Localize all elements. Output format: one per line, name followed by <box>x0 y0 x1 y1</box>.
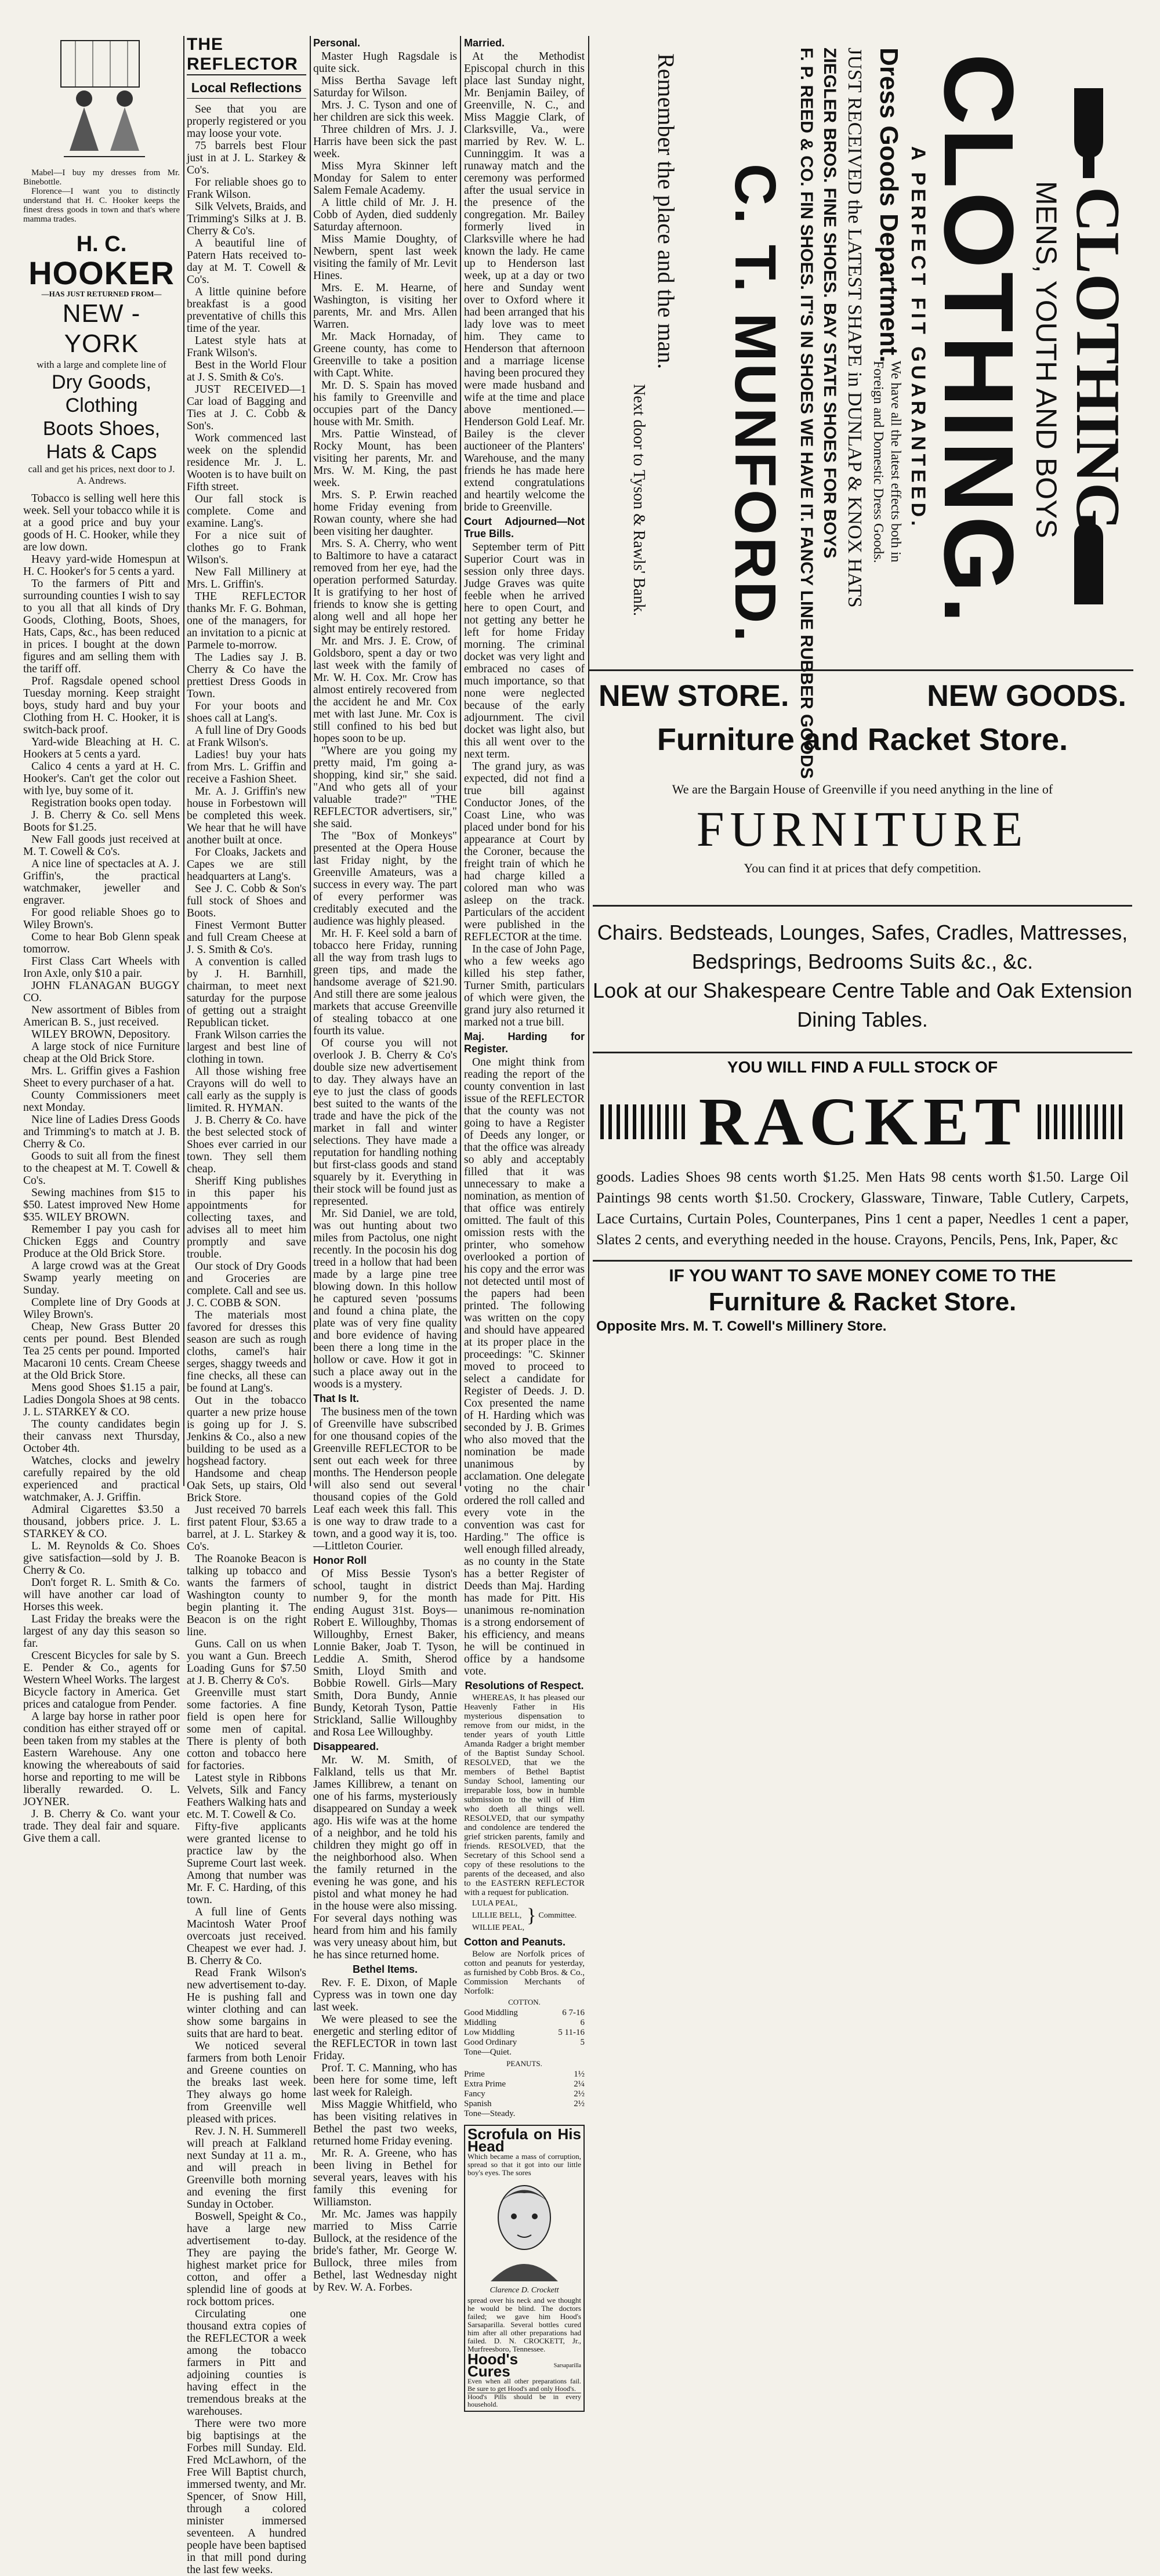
local-item: Work commenced last week on the splendid residence Mr. J. L. Wooten is to have built on Fifth street. <box>187 432 306 493</box>
harding-text: One might think from reading the report of the county convention in last issue of the REFLECTOR that the county was not going to have a Register of Deeds any longer, or that the office was already so ably and acceptably filled that it was unnecessary to make a nomination, as mention of that office was entirely omitted. The fault of this omission rests with the printer, who somehow overlooked a portion of his copy and the error was not detected until most of the papers had been printed. The following was written on the copy and should have appeared at its proper place in the proceedings: "C. Skinner moved to proceed to select a candidate for Register of Deeds. J. D. Cox presented the name of H. Harding which was seconded by J. B. Grimes who also moved that the nomination be made unanimous by acclamation. One delegate voting no the chair ordered the roll called and every vote in the convention was cast for Harding." The office is well enough filled already, as no county in the State has a better Register of Deeds than Maj. Harding has made for Pitt. His unanimous re-nomination is a strong endorsement of his efficiency, and means he will be continued in office by a handsome vote. <box>464 1056 585 1678</box>
personal-item: Mr. Mack Hornaday, of Greene county, has come to Greenville to take a position with Capt. White. <box>313 331 457 379</box>
heading-married: Married. <box>464 37 505 49</box>
tables-line: Look at our Shakespeare Centre Table and Oak Extension Dining Tables. <box>593 979 1132 1031</box>
hoods-pills: Hood's Pills should be in every household. <box>467 2393 581 2408</box>
personal-item: Mrs. Pattie Winstead, of Rocky Mount, has been visiting her parents, Mr. and Mrs. W. M. King, the past week. <box>313 428 457 489</box>
local-item: Read Frank Wilson's new advertisement to-day. He is pushing fall and winter clothing and can show some bargains in suits that are hard to beat. <box>187 1967 306 2040</box>
local-item: A full line of Gents Macintosh Water Proof overcoats just received. Cheapest we ever had. J. B. Cherry & Co. <box>187 1906 306 1967</box>
shop-girls-illustration <box>29 35 174 168</box>
price-label: Good Ordinary <box>464 2038 517 2047</box>
scrofula-body: spread over his neck and we thought he would be blind. The doctors failed; we gave him Hood's Sarsaparilla. Several bottles cured him after all other preparations had failed. D. N. CROCKETT, Jr., Murfreesboro, Tennessee. <box>467 2296 581 2353</box>
prices-line: You can find it at prices that defy competition. <box>744 861 981 875</box>
price-row <box>464 2079 585 2089</box>
new-store: NEW STORE. <box>599 679 789 713</box>
save-money-line: IF YOU WANT TO SAVE MONEY COME TO THE <box>669 1266 1056 1285</box>
local-item: Nice line of Ladies Dress Goods and Trimming's to match at J. B. Cherry & Co. <box>23 1114 180 1150</box>
price-label: Middling <box>464 2018 496 2027</box>
racket-ad <box>593 673 1132 1497</box>
local-item: A beautiful line of Patern Hats received to-day at M. T. Cowell & Co's. <box>187 237 306 286</box>
racket-headline: RACKET <box>698 1084 1027 1160</box>
opposite-line: Opposite Mrs. M. T. Cowell's Millinery Store. <box>596 1318 887 1334</box>
committee-member: LILLIE BELL, <box>472 1911 522 1920</box>
local-item: WILEY BROWN, Depository. <box>31 1028 171 1041</box>
local-item: JOHN FLANAGAN BUGGY CO. <box>23 980 180 1004</box>
store-name: Furniture and Racket Store. <box>657 722 1068 757</box>
local-item: Best in the World Flour at J. S. Smith & Co's. <box>187 359 306 383</box>
price-value: 6 7-16 <box>562 2008 585 2017</box>
personal-item: Mr. Sid Daniel, we are told, was out hunting about two miles from Pactolus, one night recently. In the pocosin his dog treed in a hollow that had been made by a large pine tree blowing down. In this hollow he captured seven 'possums and found a china plate, the plate was of very fine quality and bore evidence of having been there a long time in the hollow or cave. How it got in such a place away out in the woods is a mystery. <box>313 1208 457 1390</box>
new-store-row <box>593 673 1132 719</box>
committee-block: LULA PEAL, LILLIE BELL, WILLIE PEAL, } Committee. <box>464 1897 585 1934</box>
headline-clothing: CLOTHING <box>1063 187 1132 532</box>
local-item: See that you are properly registered or you may loose your vote. <box>187 103 306 140</box>
local-item: Just received 70 barrels first patent Flour, $3.65 a barrel, at J. L. Starkey & Co's. <box>187 1504 306 1553</box>
local-item: Watches, clocks and jewelry carefully repaired by the old experienced and practical watchmaker, A. J. Griffin. <box>23 1455 180 1503</box>
personal-item: The "Box of Monkeys" presented at the Opera House last Friday night, by the Greenville Amateurs, was a success in every way. The part of every performer was creditably executed and the audience was highly pleased. <box>313 830 457 927</box>
scrofula-sub: Which became a mass of corruption, spread so that it got into our little boy's eyes. The sores <box>467 2152 581 2177</box>
local-item: Prof. Ragsdale opened school Tuesday morning. Keep straight boys, study hard and buy your Clothing from H. C. Hooker, it is switch-back proof. <box>23 675 180 736</box>
local-item: Mens good Shoes $1.15 a pair, Ladies Dongola Shoes at 98 cents. J. L. STARKEY & CO. <box>23 1382 180 1418</box>
price-label: Low Middling <box>464 2028 515 2037</box>
local-item: Mrs. L. Griffin gives a Fashion Sheet to every purchaser of a hat. <box>23 1065 180 1089</box>
price-row <box>464 2089 585 2099</box>
local-item: Boswell, Speight & Co., have a large new advertisement to-day. They are paying the highest market price for cotton, and offer a splendid line of goods at rock bottom prices. <box>187 2211 306 2308</box>
heading-honor-roll: Honor Roll <box>313 1555 367 1566</box>
local-item: The Ladies say J. B. Cherry & Co have the prettiest Dress Goods in Town. <box>187 651 306 700</box>
chairs-list: Chairs. Bedsteads, Lounges, Safes, Cradles, Mattresses, Bedsprings, Bedrooms Suits &c., &c. <box>597 921 1128 973</box>
mens-youth-boys: MENS, YOUTH AND BOYS <box>1030 181 1063 538</box>
bethel-item: Miss Maggie Whitfield, who has been visiting relatives in Bethel the past two weeks, returned home Friday evening. <box>313 2099 457 2147</box>
local-item: J. B. Cherry & Co. sell Mens Boots for $1.25. <box>23 809 180 834</box>
price-row <box>464 2048 585 2057</box>
column-hooker <box>23 35 180 1845</box>
local-item: The county candidates begin their canvass next Thursday, October 4th. <box>23 1418 180 1455</box>
dress-goods-desc2: Foreign and Domestic Dress Goods. <box>871 361 886 563</box>
local-item: Greenville must start some factories. A fine field is open here for some men of capital. There is plenty of both cotton and tobacco here for factories. <box>187 1687 306 1772</box>
disappeared-text: Mr. W. M. Smith, of Falkland, tells us that Mr. James Killibrew, a tenant on one of his farms, mysteriously disappeared on Sunday a week ago. His wife was at the home of a neighbor, and he told his children they might go off in the neighborhood also. When the family returned in the evening he was gone, and his pistol and what money he had in the house were also missing. For several days nothing was heard from him and his family was very uneasy about him, but he has since returned home. <box>313 1754 457 1961</box>
price-label: Good Middling <box>464 2008 518 2017</box>
headline-clothing-large: CLOTHING. <box>923 53 1034 627</box>
court-item: September term of Pitt Superior Court was in session only three days. Judge Graves was quite feeble when he arrived here to open Court, and not getting any better he left for home Friday morning. The criminal docket was very light and embraced no cases of much importance, so that none were neglected because of the early adjournment. The civil docket was light also, but this all went over to the next term. <box>464 541 585 760</box>
line-intro: with a large and complete line of <box>37 359 166 370</box>
cotton-table <box>464 2008 585 2057</box>
dress-goods-desc: We have all the latest effects both in <box>888 361 903 563</box>
heading-bethel: Bethel Items. <box>352 1963 418 1975</box>
local-item: A nice line of spectacles at A. J. Griffin's, the practical watchmaker, jeweller and engraver. <box>23 858 180 907</box>
local-item: Mr. A. J. Griffin's new house in Forbestown will be completed this week. We hear that he will have another built at once. <box>187 785 306 846</box>
local-item: A large bay horse in rather poor condition has either strayed off or been taken from my stables at the Eastern Warehouse. Any one knowing the whereabouts of said horse and reporting to me will be liberally rewarded. O. L. JOYNER. <box>23 1711 180 1808</box>
brand-initials: H. C. <box>76 232 127 256</box>
local-item: Rev. J. N. H. Summerell will preach at Falkland next Sunday at 11 a. m., and will preach in Greenville both morning and evening the first Sunday in October. <box>187 2125 306 2211</box>
column-rule <box>183 36 184 1486</box>
local-item: Our fall stock is complete. Come and examine. Lang's. <box>187 493 306 530</box>
court-item: The grand jury, as was expected, did not find a true bill against Conductor Jones, of the Coast Line, who was placed under bond for his appearance at Court by the Coroner, because the freight train of which he had charge killed a colored man who was asleep on the track. Particulars of the accident were published in the REFLECTOR at the time. <box>464 760 585 943</box>
local-item: For a nice suit of clothes go to Frank Wilson's. <box>187 530 306 566</box>
col2-locals <box>187 103 306 2576</box>
local-item: For reliable shoes go to Frank Wilson. <box>187 176 306 201</box>
local-item: Goods to suit all from the finest to the cheapest at M. T. Cowell & Co's. <box>23 1150 180 1187</box>
local-item: New assortment of Bibles from American B. S., just received. <box>23 1004 180 1028</box>
local-item: The Roanoke Beacon is talking up tobacco and wants the farmers of Washington county to begin planting it. The Beacon is on the right line. <box>187 1553 306 1638</box>
column-married <box>464 35 585 2408</box>
local-item: A convention is called by J. H. Barnhill, chairman, to meet next saturday for the purpose of getting out a straight Republican ticket. <box>187 956 306 1029</box>
price-value: 6 <box>580 2018 585 2027</box>
personal-item: Mr. D. S. Spain has moved his family to Greenville and occupies part of the Dancy house with Mr. Smith. <box>313 379 457 428</box>
price-value: 2½ <box>574 2099 585 2108</box>
goods-boots: Boots Shoes, <box>42 418 161 440</box>
ad-divider <box>588 669 1133 671</box>
local-item: Tobacco is selling well here this week. Sell your tobacco while it is at a good price and buy your goods of H. C. Hooker, while they are low down. <box>23 492 180 553</box>
price-row <box>464 2070 585 2079</box>
local-item: 75 barrels best Flour just in at J. L. Starkey & Co's. <box>187 140 306 176</box>
local-item: Last Friday the breaks were the largest of any day this season so far. <box>23 1613 180 1650</box>
local-item: Fifty-five applicants were granted license to practice law by the Supreme Court last week. Among that number was Mr. F. C. Harding, of this town. <box>187 1821 306 1906</box>
divider <box>593 1052 1132 1053</box>
local-item: Handsome and cheap Oak Sets, up stairs, Old Brick Store. <box>187 1468 306 1504</box>
price-row <box>464 2008 585 2018</box>
full-stock-line: YOU WILL FIND A FULL STOCK OF <box>727 1058 998 1076</box>
price-row <box>464 2028 585 2038</box>
heading-harding: Maj. Harding for Register. <box>464 1031 585 1055</box>
heading-personal: Personal. <box>313 37 361 49</box>
local-item: J. B. Cherry & Co. have the best selected stock of Shoes ever carried in our town. They sell them cheap. <box>187 1114 306 1175</box>
remember-line: Remember the place and the man. <box>653 53 679 369</box>
caption-florence: Florence—I want you to distinctly understand that H. C. Hooker keeps the finest dress goods in town and that's where mamma trades. <box>23 187 180 224</box>
city-new-york: NEW - YORK <box>62 299 141 358</box>
peanuts-table <box>464 2070 585 2119</box>
court-text <box>464 541 585 1028</box>
scrofula-heading: Scrofula on His Head <box>467 2125 581 2155</box>
column-rule <box>588 36 589 1486</box>
column-rule <box>460 36 461 1486</box>
local-item: A large crowd was at the Great Swamp yearly meeting on Sunday. <box>23 1260 180 1296</box>
price-row <box>464 2018 585 2028</box>
local-item: For your boots and shoes call at Lang's. <box>187 700 306 724</box>
goods-hats: Hats & Caps <box>46 441 157 463</box>
heading-resolutions: Resolutions of Respect. <box>465 1680 584 1691</box>
price-label: Extra Prime <box>464 2079 506 2089</box>
local-item: Registration books open today. <box>31 797 172 809</box>
boy-caption: Clarence D. Crockett <box>490 2286 559 2295</box>
local-item: THE REFLECTOR thanks Mr. F. G. Bohman, one of the managers, for an invitation to a picnic at Parmele to-morrow. <box>187 590 306 651</box>
committee-label: Committee. <box>538 1911 577 1920</box>
cotton-intro: Below are Norfolk prices of cotton and peanuts for yesterday, as furnished by Cobb Bros. & Co., Commission Merchants of Norfolk: <box>464 1950 585 1996</box>
divider <box>593 905 1132 907</box>
court-item: In the case of John Page, who a few weeks ago killed his step father, Turner Smith, particulars of which were given, the grand jury also returned it marked not a true bill. <box>464 943 585 1028</box>
price-value: 5 11-16 <box>558 2028 585 2037</box>
section-title: Local Reflections <box>187 80 306 99</box>
local-item: A large stock of nice Furniture cheap at the Old Brick Store. <box>23 1041 180 1065</box>
local-item: L. M. Reynolds & Co. Shoes give satisfaction—sold by J. B. Cherry & Co. <box>23 1540 180 1577</box>
committee-member: LULA PEAL, <box>472 1899 518 1908</box>
personal-item: Miss Myra Skinner left Monday for Salem to enter Salem Female Academy. <box>313 160 457 197</box>
personal-item: Mrs. S. P. Erwin reached home Friday evening from Rowan county, where she had been visiting her daughter. <box>313 489 457 538</box>
goods-dry: Dry Goods, <box>52 371 151 393</box>
personal-item: Mrs. J. C. Tyson and one of her children are sick this week. <box>313 99 457 124</box>
local-item: New Fall Millinery at Mrs. L. Griffin's. <box>187 566 306 590</box>
local-item: Come to hear Bob Glenn speak tomorrow. <box>23 931 180 955</box>
bethel-item: Rev. F. E. Dixon, of Maple Cypress was in town one day last week. <box>313 1977 457 2013</box>
personal-item: Three children of Mrs. J. J. Harris have been sick the past week. <box>313 124 457 160</box>
price-row <box>464 2099 585 2109</box>
heading-cotton: Cotton and Peanuts. <box>464 1936 566 1948</box>
local-item: JUST RECEIVED—1 Car load of Bagging and Ties at J. C. Cobb & Son's. <box>187 383 306 432</box>
divider <box>593 1260 1132 1262</box>
local-item: Latest style hats at Frank Wilson's. <box>187 335 306 359</box>
local-item: Latest style in Ribbons Velvets, Silk and Fancy Feathers Walking hats and etc. M. T. Cowell & Co. <box>187 1772 306 1821</box>
bethel-item: Mr. R. A. Greene, who has been living in Bethel for several years, leaves with his family this evening for Williamston. <box>313 2147 457 2208</box>
local-item: Don't forget R. L. Smith & Co. will have another car load of Horses this week. <box>23 1577 180 1613</box>
committee-member: WILLIE PEAL, <box>472 1923 525 1932</box>
bethel-item: Prof. T. C. Manning, who has been here for some time, left last week for Raleigh. <box>313 2062 457 2099</box>
resolutions-text: WHEREAS, It has pleased our Heavenly Father in His mysterious dispensation to remove from our midst, in the tender years of youth Little Amanda Radger a bright member of the Baptist Sunday School. RESOLVED, that we the members of Bethel Baptist Sunday School, lamenting our irreparable loss, bow in humble submission to the will of Him who doeth all things well. RESOLVED, that our sympathy and condolence are tendered the grief stricken parents, family and friends. RESOLVED, that the Secretary of this School send a copy of these resolutions to the parents of the deceased, and also to the EASTERN REFLECTOR with a request for publication. <box>464 1693 585 1897</box>
local-item: There were two more big baptisings at the Forbes mill Sunday. Eld. Fred McLawhorn, of the Free Will Baptist church, immersed twenty, and Mr. Spencer, of Snow Hill, through a colored minister immersed seventeen. A hundred people have been baptised in that mill pond during the last few weeks. <box>187 2418 306 2576</box>
local-item: County Commissioners meet next Monday. <box>23 1089 180 1114</box>
hoods-logo: Hood's Cures Sarsaparilla <box>467 2350 581 2380</box>
hoods-footer: Even when all other preparations fail. Be sure to get Hood's and only Hood's. <box>467 2377 581 2393</box>
price-row <box>464 2109 585 2119</box>
local-item: Finest Vermont Butter and full Cream Cheese at J. S. Smith & Co's. <box>187 919 306 956</box>
brand-hooker: HOOKER <box>28 255 175 291</box>
price-label: Tone—Quiet. <box>464 2048 512 2057</box>
new-goods: NEW GOODS. <box>927 679 1126 713</box>
next-door: Next door to Tyson & Rawls' Bank. <box>630 384 648 616</box>
col1-locals <box>23 492 180 1845</box>
local-item: Guns. Call on us when you want a Gun. Breech Loading Guns for $7.50 at J. B. Cherry & Co's. <box>187 1638 306 1687</box>
local-item: J. B. Cherry & Co. want your trade. They deal fair and square. Give them a call. <box>23 1808 180 1845</box>
honor-roll-text: Of Miss Bessie Tyson's school, taught in district number 9, for the month ending August 31st. Boys—Robert E. Willoughby, Thomas Willoughby, Ernest Baker, Lonnie Baker, Joab T. Tyson, Leddie A. Smith, Sherod Smith, Lloyd Smith and Bobbie Rowell. Girls—Mary Smith, Dora Bundy, Annie Bundy, Ketorah Tyson, Pattie Strickland, Sallie Willoughby and Rosa Lee Willoughby. <box>313 1568 457 1738</box>
local-item: We noticed several farmers from both Lenoir and Greene counties on the breaks last week. They always go home from Greenville well pleased with prices. <box>187 2040 306 2125</box>
price-label: Fancy <box>464 2089 485 2099</box>
price-value: 1½ <box>574 2070 585 2079</box>
store-name-footer: Furniture & Racket Store. <box>708 1288 1017 1316</box>
local-item: Circulating one thousand extra copies of the REFLECTOR a week among the tobacco farmers in Pitt and adjoining counties is having effect in the tremendous breaks at the warehouses. <box>187 2308 306 2418</box>
furniture-headline: FURNITURE <box>696 801 1029 857</box>
price-value: 2½ <box>574 2089 585 2099</box>
boy-portrait <box>467 2177 581 2281</box>
local-item: New Fall goods just received at M. T. Cowell & Co's. <box>23 834 180 858</box>
personal-item: Miss Bertha Savage left Saturday for Wilson. <box>313 75 457 99</box>
racket-banner <box>593 1082 1132 1161</box>
bethel-items <box>313 1977 457 2294</box>
column-rule <box>310 36 311 1486</box>
personal-item: Mrs. E. M. Hearne, of Washington, is visiting her parents, Mr. and Mrs. Allen Warren. <box>313 282 457 331</box>
price-label: Spanish <box>464 2099 492 2108</box>
dress-goods-dept: Dress Goods Department. <box>875 48 903 363</box>
hooker-footer: call and get his prices, next door to J. A. Andrews. <box>28 463 175 486</box>
personal-item: Miss Mamie Doughty, of Newbern, spent last week visiting the family of Mr. Levit Hines. <box>313 233 457 282</box>
local-item: A little quinine before breakfast is a good preventative of chills this time of the year. <box>187 286 306 335</box>
local-item: Admiral Cigarettes $3.50 a thousand, jobbers price. J. L. STARKEY & CO. <box>23 1503 180 1540</box>
price-value: 2¼ <box>574 2079 585 2089</box>
ornament <box>600 1104 687 1139</box>
cotton-heading: COTTON. <box>508 1998 541 2006</box>
personal-item: Mrs. S. A. Cherry, who went to Baltimore to have a cataract removed from her eye, had the operation performed Saturday. It is gratifying to her host of friends to know she is getting along well and all hope her sight may be entirely restored. <box>313 538 457 635</box>
racket-goods: goods. Ladies Shoes 98 cents worth $1.25. Men Hats 98 cents worth $1.50. Large Oil Paintings 98 cents worth $1.50. Crockery, Glassware, Tinware, Table Cutlery, Carpets, Lace Curtains, Curtain Poles, Counterpanes, Pins 1 cent a paper, Needles 1 cent a paper, Slates 2 cents, and everything needed in the house. Crayons, Pencils, Pens, Ink, Paper, &c <box>596 1169 1129 1248</box>
local-item: A full line of Dry Goods at Frank Wilson's. <box>187 724 306 749</box>
just-received: JUST RECEIVED the LATEST SHAPE in DUNLAP & KNOX HATS <box>844 48 865 608</box>
local-item: Heavy yard-wide Homespun at H. C. Hooker's for 5 cents a yard. <box>23 553 180 578</box>
ziegler-line: ZIEGLER BROS. FINE SHOES. BAY STATE SHOES FOR BOYS <box>820 48 839 559</box>
price-row <box>464 2038 585 2048</box>
price-label: Tone—Steady. <box>464 2109 516 2118</box>
goods-clothing: Clothing <box>65 394 138 416</box>
price-label: Prime <box>464 2070 485 2079</box>
peanuts-heading: PEANUTS. <box>506 2059 542 2068</box>
personal-item: Master Hugh Ragsdale is quite sick. <box>313 50 457 75</box>
ornament <box>1038 1104 1125 1139</box>
local-item: For good reliable Shoes go to Wiley Brown's. <box>23 907 180 931</box>
heading-court: Court Adjourned—Not True Bills. <box>464 516 585 539</box>
local-item: Ladies! buy your hats from Mrs. L. Griffin and receive a Fashion Sheet. <box>187 749 306 785</box>
married-text: At the Methodist Episcopal church in this place last Sunday night, Mr. Benjamin Bailey, of Greenville, N. C., and Miss Maggie Clark, of Clarksville, Va., were married by Rev. W. L. Cunninggim. It was a runaway match and the ceremony was performed after the usual service in the presence of the congregation. Mr. Bailey formerly lived in Clarksville where he had known the lady. He came up to Henderson last week, up at a day or two here and Sunday went over to Oxford where it had been arranged that his lady love was to meet him. They came to Henderson that afternoon and a marriage license having been procured they were made husband and wife at the time and place above mentioned.—Henderson Gold Leaf. Mr. Bailey is the clever auctioneer of the Planters' Warehouse, and the many friends he has made here extend congratulations and heartily welcome the bride to Greenville. <box>464 50 585 513</box>
local-item: Calico 4 cents a yard at H. C. Hooker's. Can't get the color out with lye, buy some of it. <box>23 760 180 797</box>
local-item: Silk Velvets, Braids, and Trimming's Silks at J. B. Cherry & Co's. <box>187 201 306 237</box>
local-item: Out in the tobacco quarter a new prize house is going up for J. S. Jenkins & Co., also a new building to be used as a hogshead factory. <box>187 1394 306 1468</box>
munford-name: C. T. MUNFORD. <box>723 164 788 644</box>
local-item: All those wishing free Crayons will do well to call early as the supply is limited. R. HYMAN. <box>187 1066 306 1114</box>
heading-disappeared: Disappeared. <box>313 1741 379 1752</box>
local-item: Our stock of Dry Goods and Groceries are complete. Call and see us. J. C. COBB & SON. <box>187 1260 306 1309</box>
local-item: Frank Wilson carries the largest and best line of clothing in town. <box>187 1029 306 1066</box>
local-item: See J. C. Cobb & Son's full stock of Shoes and Boots. <box>187 883 306 919</box>
returned-label: —HAS JUST RETURNED FROM— <box>41 289 162 298</box>
bargain-line: We are the Bargain House of Greenville if you need anything in the line of <box>672 782 1053 796</box>
local-item: Yard-wide Bleaching at H. C. Hookers at 5 cents a yard. <box>23 736 180 760</box>
reed-line: F. P. REED & CO. FIN SHOES. IT'S IN SHOES WE HAVE IT. FANCY LINE RUBBER GOODS <box>797 48 816 779</box>
personal-item: A little child of Mr. J. H. Cobb of Ayden, died suddenly Saturday afternoon. <box>313 197 457 233</box>
caption-mabel: Mabel—I buy my dresses from Mr. Binebottle. <box>23 168 180 187</box>
heading-that-is-it: That Is It. <box>313 1393 360 1404</box>
hoods-ad <box>464 2125 585 2412</box>
masthead: THE REFLECTOR <box>187 35 306 75</box>
personal-item: "Where are you going my pretty maid, I'm going a-shopping, kind sir," she said. "And who gets all of your valuable trade?" "THE REFLECTOR advertisers, sir," she said. <box>313 745 457 830</box>
local-item: For Cloaks, Jackets and Capes we are still headquarters at Lang's. <box>187 846 306 883</box>
price-value: 5 <box>580 2038 585 2047</box>
local-item: The materials most favored for dresses this season are such as rough cloths, camel's hair serges, shaggy tweeds and fine checks, all these can be found at Lang's. <box>187 1309 306 1394</box>
personal-item: Mr. H. F. Keel sold a barn of tobacco here Friday, running all the way from trash lugs to green tips, and made the handsome average of $21.90. And still there are some jealous markets that accuse Greenville of stealing tobacco at one fourth its value. <box>313 927 457 1037</box>
bethel-item: Mr. Mc. James was happily married to Miss Carrie Bullock, at the residence of the bride's father, Mr. George W. Bullock, three miles from Bethel, last Wednesday night by Rev. W. A. Forbes. <box>313 2208 457 2294</box>
local-item: Sheriff King publishes in this paper his appointments for collecting taxes, and advises all to meet him promptly and save trouble. <box>187 1175 306 1260</box>
col3-personal <box>313 50 457 1390</box>
personal-item: Mr. and Mrs. J. E. Crow, of Goldsboro, spent a day or two last week with the family of Mr. W. H. Cox. Mr. Crow has almost entirely recovered from the accident he and Mr. Cox met with last June. Mr. Cox is still confined to his bed but hopes soon to be up. <box>313 635 457 745</box>
personal-item: Of course you will not overlook J. B. Cherry & Co's double size new advertisement to day. They always have an eye to just the class of goods best suited to the wants of the trade and have the pick of the market in fall and winter selections. They have made a reputation for handling nothing but first-class goods and stand squarely by it. Everything in their stock will be found just as represented. <box>313 1037 457 1208</box>
that-is-it-text: The business men of the town of Greenville have subscribed for one thousand copies of the Greenville REFLECTOR to be sent out each week for three months. The Henderson people will also send out several thousand copies of the Gold Leaf each week this fall. This is one way to draw trade to a town, and a good way it is, too.—Littleton Courier. <box>313 1406 457 1552</box>
bethel-item: We were pleased to see the energetic and sterling editor of the REFLECTOR in town last Friday. <box>313 2013 457 2062</box>
local-item: Sewing machines from $15 to $50. Latest improved New Home $35. WILEY BROWN. <box>23 1187 180 1223</box>
local-item: First Class Cart Wheels with Iron Axle, only $10 a pair. <box>23 955 180 980</box>
pointing-hand-icon <box>1057 88 1121 181</box>
column-reflector <box>187 35 306 2576</box>
local-item: Remember I pay you cash for Chicken Eggs and Country Produce at the Old Brick Store. <box>23 1223 180 1260</box>
perfect-fit: A PERFECT FIT GUARANTEED. <box>907 146 929 530</box>
local-item: Complete line of Dry Goods at Wiley Brown's. <box>23 1296 180 1321</box>
local-item: Cheap, New Grass Butter 20 cents per pound. Best Blended Tea 25 cents per pound. Imported Macaroni 10 cents. Cream Cheese at the Old Brick Store. <box>23 1321 180 1382</box>
column-personal <box>313 35 457 2294</box>
local-item: To the farmers of Pitt and surrounding counties I wish to say to you all that all kinds of Dry Goods, Clothing, Boots, Shoes, Hats, Caps, &c., has been reduced in prices. I bought at the down figures and am selling them with the tariff off. <box>23 578 180 675</box>
local-item: Crescent Bicycles for sale by S. E. Pender & Co., agents for Western Wheel Works. The largest Bicycle factory in America. Get prices and catalogue from Pender. <box>23 1650 180 1711</box>
